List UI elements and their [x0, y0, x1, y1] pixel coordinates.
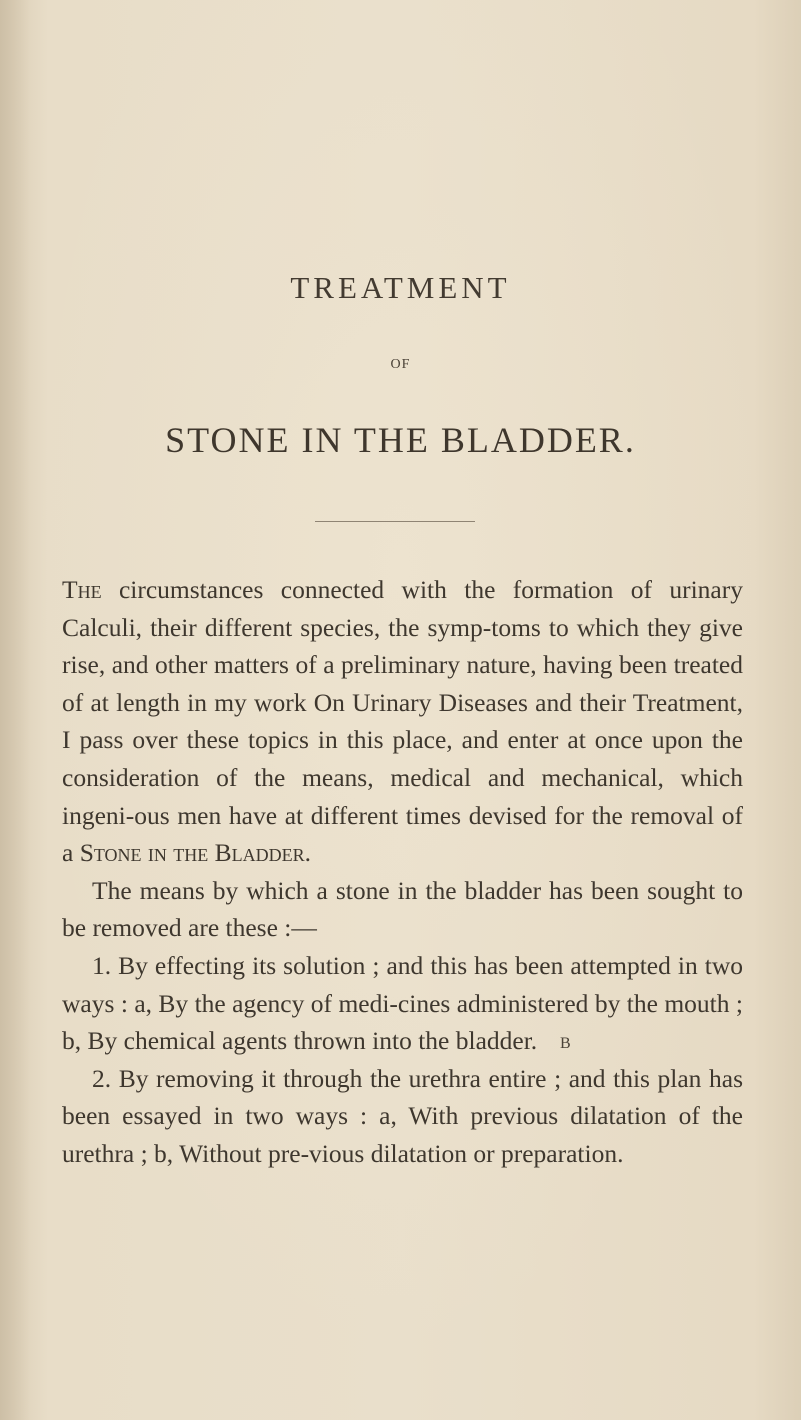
page-title: TREATMENT	[290, 270, 511, 305]
paragraph-solution: 1. By effecting its solution ; and this has been attempted in two ways : a, By the agency of medi-cines administered by the mouth ; b, By chemical agents thrown into the bladder.	[62, 950, 743, 1056]
lead-word: The	[62, 575, 102, 604]
paragraph-intro	[62, 571, 743, 872]
intro-end: .	[304, 838, 312, 868]
intro-text: circumstances connected with the formation of urinary Calculi, their different species, the symp-toms to which they give rise, and other matters of a preliminary nature, having been treated of at length in my work On Urinary Diseases and their Treatment, I pass over these topics in this place, and enter at once upon the consideration of the means, medical and mechanical, which ingeni-ous men have at different times devised for the removal of a	[62, 575, 743, 868]
paragraph-means: The means by which a stone in the bladder has been sought to be removed are these :—	[62, 875, 743, 943]
body-text	[62, 571, 743, 1173]
title-divider	[315, 521, 475, 522]
paragraph-removal: 2. By removing it through the urethra entire ; and this plan has been essayed in two ways : a, With previous dilatation of the urethra ; b, Without pre-vious dilatation or preparation.	[62, 1063, 743, 1168]
title-connector: OF	[390, 357, 411, 372]
signature-mark: B	[560, 1035, 571, 1052]
page-subtitle: STONE IN THE BLADDER.	[165, 420, 636, 460]
smallcaps-term: Stone in the Bladder	[79, 838, 305, 868]
